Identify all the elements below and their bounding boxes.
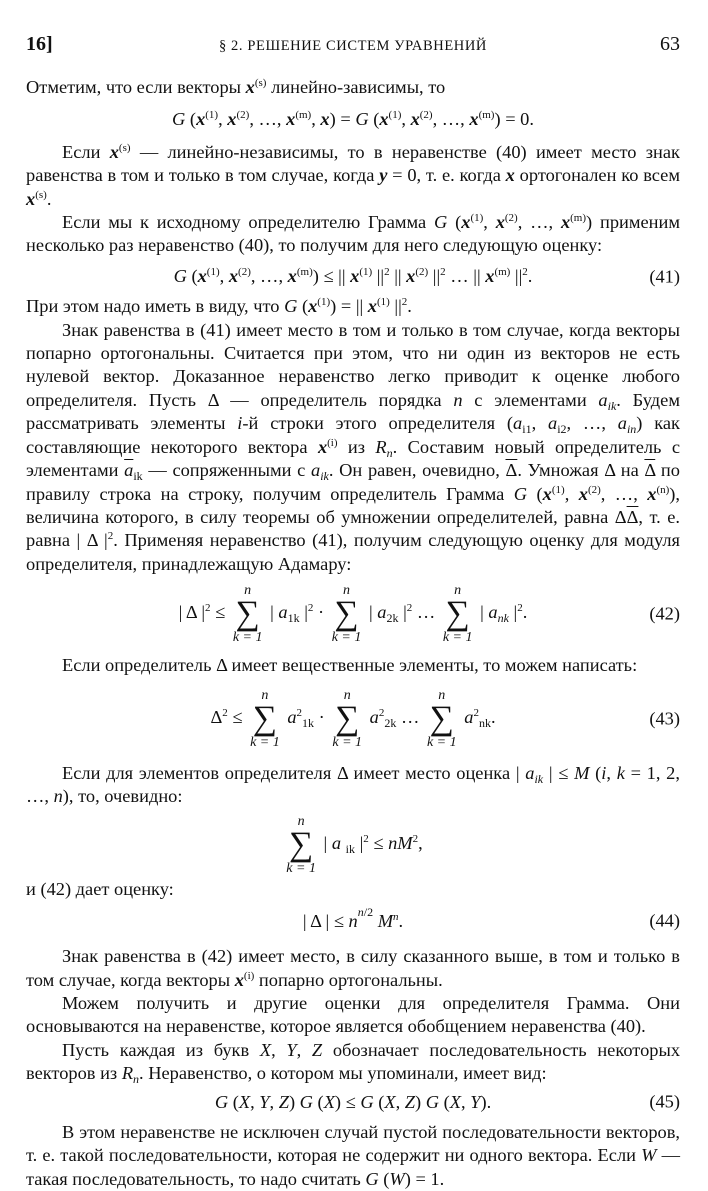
equation-44: | Δ | ≤ $n^{n/2}$ $M^n$. (44) xyxy=(26,910,680,933)
paragraph: Знак равенства в (42) имеет место, в силу сказанного выше, в том и только в том случае, когда векторы $x^{(i)}$ попарно ортогональны. xyxy=(26,946,680,990)
equation: G ($x^{(1)}$, $x^{(2)}$, …, $x^{(m)}$, x) = G ($x^{(1)}$, $x^{(2)}$, …, $x^{(m)}) = 0$. xyxy=(172,109,534,130)
paragraph: В этом неравенстве не исключен случай пустой последовательности векторов, т. е. такой последовательности, которая не содержит ни одного вектора. Если W — такая последовательность, то надо считать G (W) = 1. xyxy=(26,1122,680,1189)
paragraph: Знак равенства в (41) имеет место в том и только в том случае, когда векторы попарно ортогональны. Считается при этом, что ни один из векторов не есть нулевой вектор. Доказанное неравенство легко приводит к оценке любого определителя. Пусть Δ — определитель порядка n с элементами $a_{ik}$. Будем рассматривать элементы i-й строки этого определителя ($a_{i1}$, $a_{i2}$, …, $a_{in}$) как составляющие некоторого вектора $x^{(i)}$ из $R_n$. Составим новый определитель с элементами $\overline{a}_{ik}$ — сопряженными с $a_{ik}$. Он равен, очевидно, $\overline{\Delta}$. Умножая Δ на $\overline{\Delta}$ по правилу строка на строку, получим определитель Грамма G ($x^{(1)}$, $x^{(2)}$, …, $x^{(n)}$), величина которого, в силу теоремы об умножении определителей, равна $\Delta\overline{\Delta}$, т. е. равна | Δ $|^2$. Применяя неравенство (41), получим следующую оценку для модуля определителя, принадлежащую Адамару: xyxy=(26,319,681,574)
equation-41: G ($x^{(1)}$, $x^{(2)}$, …, $x^{(m)}$) ≤ || $x^{(1)}$ $||^2$ || $x^{(2)}$ $||^2$ … || $x^{(m)}$ $||^2$. (41) xyxy=(26,265,680,288)
paragraph: Если мы к исходному определителю Грамма G ($x^{(1)}$, $x^{(2)}$, …, $x^{(m)}$) применим несколько раз неравенство (40), то получим для него следующую оценку: xyxy=(26,212,680,256)
paragraph: При этом надо иметь в виду, что G $(x^{(1)})$ = || $x^{(1)}$ $||^2$. xyxy=(26,296,412,317)
running-title: § 2. РЕШЕНИЕ СИСТЕМ УРАВНЕНИЙ xyxy=(218,38,487,54)
equation-45: G (X, Y, Z) G (X) ≤ G (X, Z) G (X, Y). (45) xyxy=(26,1091,680,1114)
paragraph: Если для элементов определителя Δ имеет место оценка | $a_{ik}$ | ≤ M (i, k = 1, 2, …, n), то, очевидно: xyxy=(26,762,680,806)
equation: n ∑ k = 1 | a $_{ik}$ $|^2 \le nM^2$, xyxy=(286,814,423,877)
page-header xyxy=(26,33,680,59)
equation-number: (42) xyxy=(649,603,680,624)
paragraph: Можем получить и другие оценки для определителя Грамма. Они основываются на неравенстве, которое является обобщением неравенства (40). xyxy=(26,992,680,1037)
section-ref: 16] xyxy=(26,33,53,55)
equation-number: (41) xyxy=(649,265,680,286)
equation-43: $\Delta^2$ ≤ n ∑ k = 1 $a^2_{1k}$ · n ∑ k = 1 $a^2_{2k}$ … n ∑ k = 1 $a^2_{nk}$. (43) xyxy=(210,687,680,750)
equation-number: (44) xyxy=(649,910,680,931)
paragraph: Если $x^{(s)}$ — линейно-независимы, то в неравенстве (40) имеет место знак равенства в том и только в том случае, когда y = 0, т. е. когда x ортогонален ко всем $x^{(s)}$. xyxy=(26,141,680,209)
equation-number: (45) xyxy=(649,1091,680,1112)
paragraph: Если определитель Δ имеет вещественные элементы, то можем написать: xyxy=(62,655,638,676)
paragraph: Пусть каждая из букв X, Y, Z обозначает последовательность некоторых векторов из $R_n$. Неравенство, о котором мы упоминали, имеет вид: xyxy=(26,1039,681,1087)
paragraph: и (42) дает оценку: xyxy=(26,879,174,900)
body-text xyxy=(26,76,680,1191)
equation-number: (43) xyxy=(649,707,680,728)
page-number: 63 xyxy=(660,33,680,55)
paragraph: Отметим, что если векторы $x^{(s)}$ линейно-зависимы, то xyxy=(26,77,446,97)
equation-42: | Δ $|^2$ ≤ n ∑ k = 1 | $a_{1k}$ $|^2$ · n ∑ k = 1 | $a_{2k}$ $|^2$ … n ∑ k = 1 | $a_{nk}$ $|^2$. (42) xyxy=(178,583,680,646)
